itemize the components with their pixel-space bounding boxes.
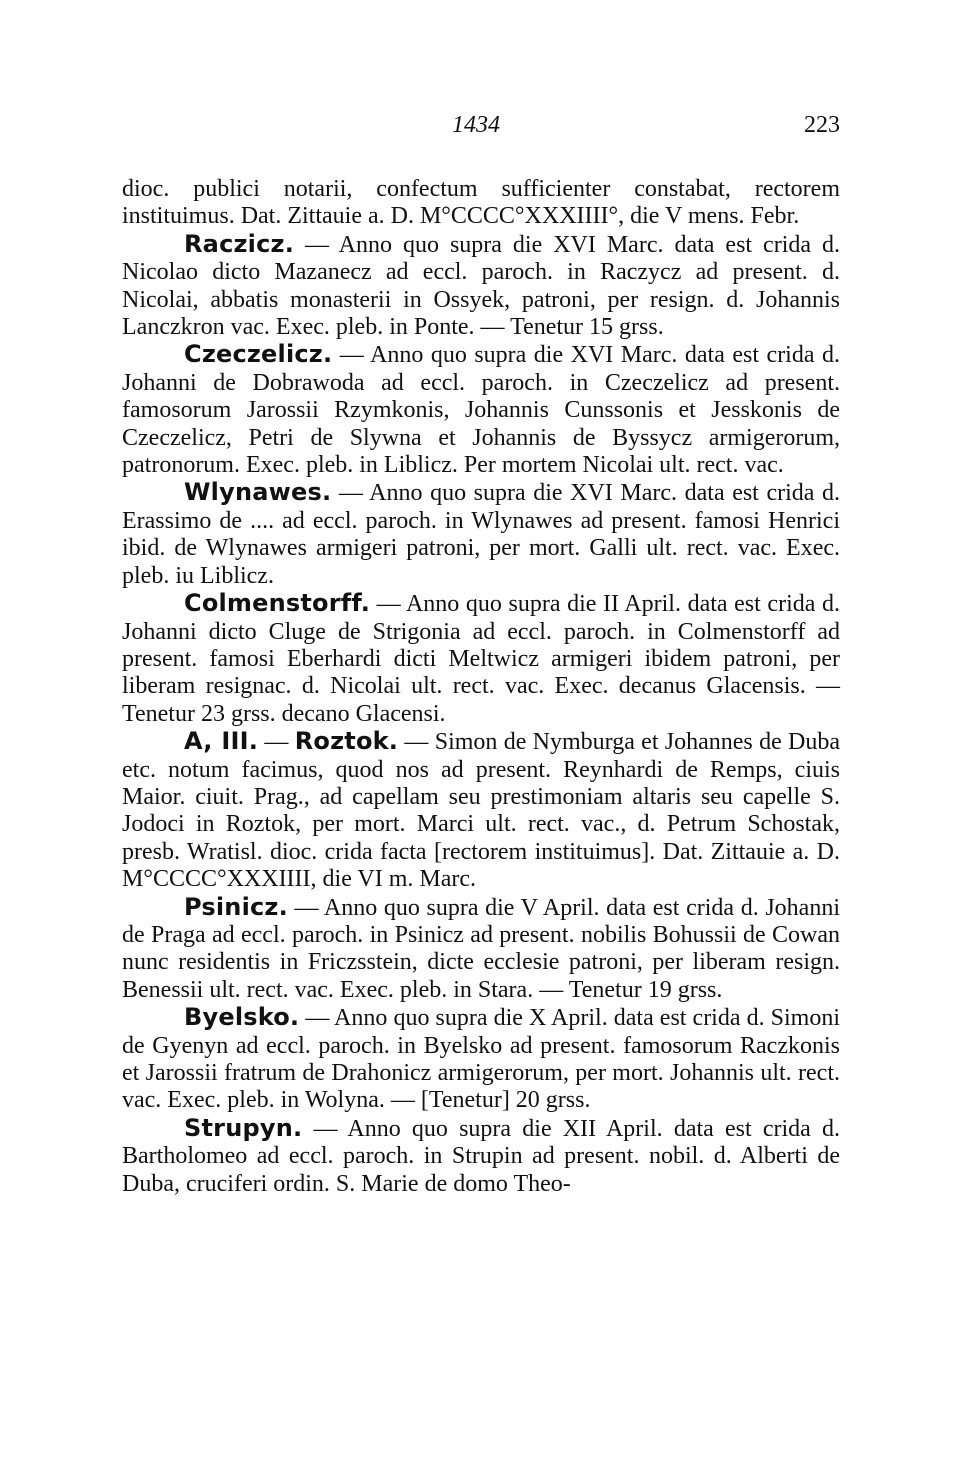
section-marker: A, III. — [184, 727, 259, 756]
running-head — [122, 112, 840, 152]
paragraph-continuation — [122, 176, 840, 231]
entry-raczicz — [122, 231, 840, 342]
text-body — [122, 176, 840, 1198]
entry-text: — Anno quo supra die XII April. data est crida d. Bartholomeo ad eccl. paroch. in Strupin ad present. nobil. d. Alberti de Duba, cruciferi ordin. S. Marie de domo Theo- — [122, 1115, 840, 1197]
entry-roztok — [122, 728, 840, 893]
page-number: 223 — [804, 112, 840, 138]
entry-text: — Anno quo supra die XVI Marc. data est crida d. Erassimo de .... ad eccl. paroch. in Wlynawes ad present. famosi Henrici ibid. de Wlynawes armigeri patroni, per mort. Galli ult. rect. vac. Exec. pleb. iu Liblicz. — [122, 480, 840, 589]
entry-psinicz — [122, 894, 840, 1005]
place-heading: Wlynawes. — [184, 478, 332, 507]
entry-wlynawes — [122, 479, 840, 590]
page — [122, 112, 840, 1198]
entry-byelsko — [122, 1004, 840, 1115]
paragraph-text: dioc. publici notarii, confectum sufficienter constabat, rectorem instituimus. Dat. Zittauie a. D. M°CCCC°XXXIIII°, die V mens. Febr. — [122, 176, 840, 230]
entry-text: — Anno quo supra die XVI Marc. data est crida d. Johanni de Dobrawoda ad eccl. paroch. in Czeczelicz ad present. famosorum Jarossii Rzymkonis, Johannis Cunssonis et Jesskonis de Czeczelicz, Petri de Slywna et Johannis de Byssycz armigerorum, patronorum. Exec. pleb. in Liblicz. Per mortem Nicolai ult. rect. vac. — [122, 342, 840, 479]
dash: — — [264, 729, 289, 756]
entry-text: — Anno quo supra die XVI Marc. data est crida d. Nicolao dicto Mazanecz ad eccl. paroch. in Raczycz ad present. d. Nicolai, abbatis monasterii in Ossyek, patroni, per resign. d. Johannis Lanczkron vac. Exec. pleb. in Ponte. — Tenetur 15 grss. — [122, 231, 840, 341]
entry-text: — Anno quo supra die II April. data est crida d. Johanni dicto Cluge de Strigonia ad eccl. paroch. in Colmenstorff ad present. famosi Eberhardi dicti Meltwicz armigeri ibidem patroni, per liberam resignac. d. Nicolai ult. rect. vac. Exec. decanus Glacensis. — Tenetur 23 grss. decano Glacensi. — [122, 591, 840, 727]
entry-czeczelicz — [122, 341, 840, 479]
place-heading: Byelsko. — [184, 1003, 300, 1032]
running-head-year: 1434 — [452, 112, 500, 138]
place-heading: Czeczelicz. — [184, 340, 333, 369]
place-heading: Colmenstorff. — [184, 589, 371, 618]
entry-colmenstorff — [122, 590, 840, 728]
place-heading: Psinicz. — [184, 892, 288, 921]
place-heading: Roztok. — [294, 727, 399, 756]
entry-text: — Anno quo supra die V April. data est crida d. Johanni de Praga ad eccl. paroch. in Psinicz ad present. nobilis Bohussii de Cowan nunc residentis in Friczsstein, dicte ecclesie patroni, per liberam resign. Benessii ult. rect. vac. Exec. pleb. in Stara. — Tenetur 19 grss. — [122, 894, 840, 1003]
entry-text: — Anno quo supra die X April. data est crida d. Simoni de Gyenyn ad eccl. paroch. in Byelsko ad present. famosorum Raczkonis et Jarossii fratrum de Drahonicz armigerorum, per mort. Johannis ult. rect. vac. Exec. pleb. in Wolyna. — [Tenetur] 20 grss. — [122, 1005, 840, 1114]
place-heading: Strupyn. — [184, 1113, 303, 1142]
place-heading: Raczicz. — [184, 229, 295, 258]
entry-text: — Simon de Nymburga et Johannes de Duba etc. notum facimus, quod nos ad present. Reynhardi de Remps, ciuis Maior. ciuit. Prag., ad capellam seu prestimoniam altaris seu capelle S. Jodoci in Roztok, per mort. Marci ult. rect. vac., d. Petrum Schostak, presb. Wratisl. dioc. crida facta [rectorem instituimus]. Dat. Zittauie a. D. M°CCCC°XXXIIII, die VI m. Marc. — [122, 729, 841, 893]
entry-strupyn — [122, 1115, 840, 1198]
